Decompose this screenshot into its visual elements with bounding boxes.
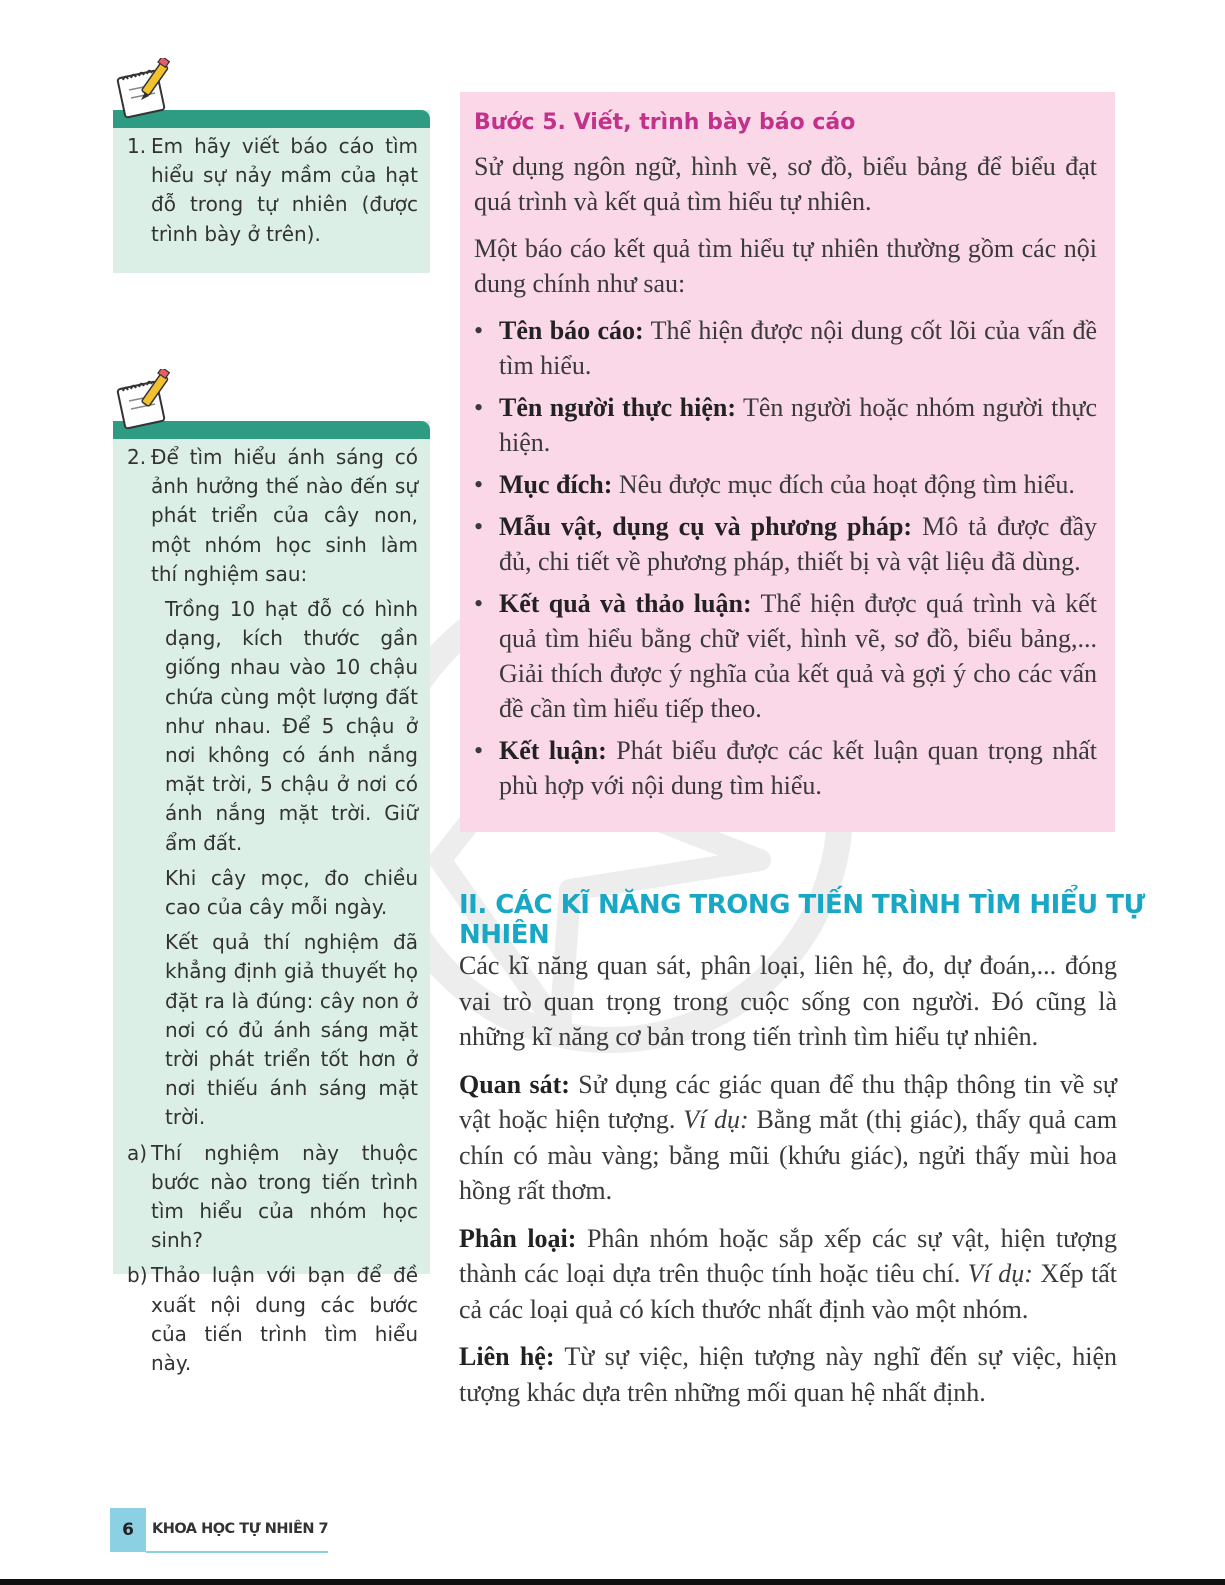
skill-paragraph: [459, 1067, 1117, 1209]
list-item-text: Tên người hoặc nhóm người thực hiện.: [499, 393, 1097, 457]
list-item-text: Mô tả được đầy đủ, chi tiết về phương pháp, thiết bị và vật liệu đã dùng.: [499, 512, 1097, 576]
list-item-term: Mục đích:: [499, 470, 613, 499]
skill-term: Quan sát:: [459, 1069, 570, 1099]
note-box-2: [113, 421, 430, 1376]
skill-term: Liên hệ:: [459, 1342, 555, 1371]
list-item-term: Kết quả và thảo luận:: [499, 589, 752, 618]
skill-term: Phân loại:: [459, 1223, 577, 1253]
question-number: 1.: [127, 134, 147, 158]
list-item-term: Tên người thực hiện:: [499, 393, 736, 422]
note-box-1: [113, 110, 430, 273]
skill-text: Từ sự việc, hiện tượng này nghĩ đến sự việc, hiện tượng khác dựa trên những mối quan hệ nhất định.: [459, 1342, 1117, 1407]
skill-text: Phân nhóm hoặc sắp xếp các sự vật, hiện tượng thành các loại dựa trên thuộc tính hoặc tiêu chí.: [459, 1223, 1117, 1288]
section-heading: II. CÁC KĨ NĂNG TRONG TIẾN TRÌNH TÌM HIỂU TỰ NHIÊN: [459, 890, 1145, 950]
question-text: Em hãy viết báo cáo tìm hiểu sự nảy mầm của hạt đỗ trong tự nhiên (được trình bày ở trên).: [151, 134, 418, 246]
section-intro: Các kĩ năng quan sát, phân loại, liên hệ, đo, dự đoán,... đóng vai trò quan trọng trong cuộc sống con người. Đó cũng là những kĩ năng cơ bản trong tiến trình tìm hiểu tự nhiên.: [459, 951, 1117, 1051]
question-number: 2.: [127, 445, 147, 469]
list-item-text: Phát biểu được các kết luận quan trọng nhất phù hợp với nội dung tìm hiểu.: [499, 736, 1098, 800]
experiment-description: Trồng 10 hạt đỗ có hình dạng, kích thước gần giống nhau vào 10 chậu chứa cùng một lượng đất như nhau. Để 5 chậu ở nơi không có ánh nắng mặt trời, 5 chậu ở nơi có ánh nắng mặt trời. Giữ ẩm đất.: [165, 597, 418, 855]
list-item-text: Thể hiện được quá trình và kết quả tìm hiểu bằng chữ viết, hình vẽ, sơ đồ, biểu bảng,... Giải thích được ý nghĩa của kết quả và gợi ý cho các vấn đề cần tìm hiểu tiếp theo.: [499, 589, 1098, 723]
skill-text: Sử dụng các giác quan để thu thập thông tin về sự vật hoặc hiện tượng.: [459, 1069, 1117, 1134]
sub-question-a: Thí nghiệm này thuộc bước nào trong tiến trình tìm hiểu của nhóm học sinh?: [151, 1140, 418, 1253]
skill-paragraph: [459, 1339, 1117, 1410]
measurement-step: Khi cây mọc, đo chiều cao của cây mỗi ngày.: [165, 865, 418, 920]
book-title: KHOA HỌC TỰ NHIÊN 7: [146, 1507, 328, 1553]
list-item: [474, 467, 1097, 502]
sub-question-label: b): [127, 1263, 148, 1288]
list-item-text: Nêu được mục đích của hoạt động tìm hiểu.: [618, 470, 1075, 499]
step-title: Bước 5. Viết, trình bày báo cáo: [474, 110, 856, 135]
notepad-pencil-icon: [115, 369, 175, 431]
list-item-term: Mẫu vật, dụng cụ và phương pháp:: [499, 512, 913, 541]
bottom-border: [0, 1579, 1225, 1585]
sub-question-label: a): [127, 1140, 148, 1165]
example-label: Ví dụ:: [683, 1105, 749, 1134]
bullet-icon: •: [474, 736, 484, 765]
list-item-term: Kết luận:: [499, 736, 607, 765]
report-contents-list: [474, 313, 1097, 803]
bullet-icon: •: [474, 316, 484, 345]
experiment-result: Kết quả thí nghiệm đã khẳng định giả thuyết họ đặt ra là đúng: cây non ở nơi có đủ ánh sáng mặt trời phát triển tốt hơn ở nơi thiếu ánh sáng mặt trời.: [165, 930, 418, 1130]
bullet-icon: •: [474, 589, 484, 618]
page-number: 6: [110, 1508, 146, 1552]
step-paragraph-2: Một báo cáo kết quả tìm hiểu tự nhiên thường gồm các nội dung chính như sau:: [474, 234, 1097, 298]
list-item-term: Tên báo cáo:: [499, 316, 644, 345]
bullet-icon: •: [474, 512, 484, 541]
question-intro: Để tìm hiểu ánh sáng có ảnh hưởng thế nào đến sự phát triển của cây non, một nhóm học sinh làm thí nghiệm sau:: [151, 445, 418, 586]
sub-question-b: Thảo luận với bạn để đề xuất nội dung các bước của tiến trình tìm hiểu này.: [151, 1263, 418, 1376]
example-text: Xếp tất cả các loại quả có kích thước nhất định vào một nhóm.: [459, 1259, 1118, 1324]
example-label: Ví dụ:: [967, 1259, 1033, 1288]
page-footer: [110, 1508, 328, 1552]
step-paragraph-1: Sử dụng ngôn ngữ, hình vẽ, sơ đồ, biểu bảng để biểu đạt quá trình và kết quả tìm hiểu tự nhiên.: [474, 152, 1097, 216]
example-text: Bằng mắt (thị giác), thấy quả cam chín có màu vàng; bằng mũi (khứu giác), ngửi thấy mùi hoa hồng rất thơm.: [459, 1105, 1118, 1205]
notepad-pencil-icon: [115, 58, 175, 120]
list-item: [474, 733, 1097, 803]
list-item: [474, 509, 1097, 579]
section-body: [459, 948, 1117, 1422]
list-item: [474, 586, 1097, 726]
step5-box: [460, 92, 1115, 832]
bullet-icon: •: [474, 470, 484, 499]
list-item-text: Thể hiện được nội dung cốt lõi của vấn đề tìm hiểu.: [499, 316, 1097, 380]
skill-paragraph: [459, 1221, 1117, 1328]
list-item: [474, 313, 1097, 383]
bullet-icon: •: [474, 393, 484, 422]
list-item: [474, 390, 1097, 460]
